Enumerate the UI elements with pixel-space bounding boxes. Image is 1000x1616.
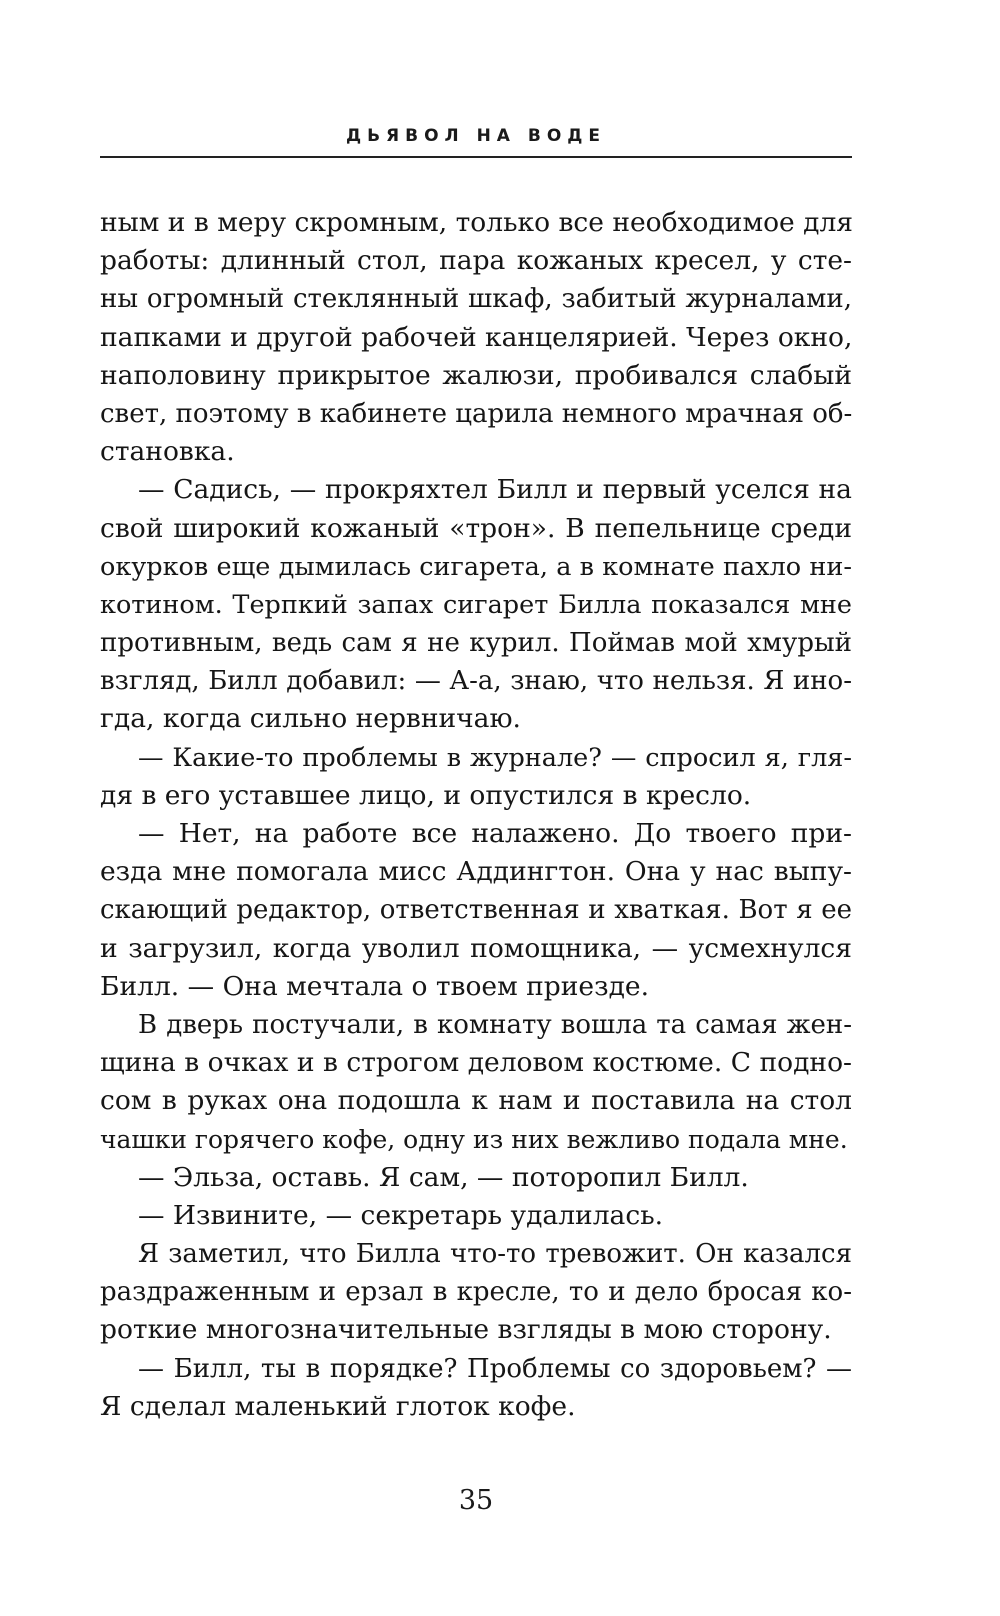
- text-line: дя в его уставшее лицо, и опустился в кресло.: [100, 779, 752, 811]
- text-line: котином. Терпкий запах сигарет Билла показался мне: [100, 589, 852, 620]
- text-line: — Какие-то проблемы в журнале? — спросил я, гля-: [138, 742, 852, 773]
- text-line: — Извините, — секретарь удалилась.: [138, 1199, 664, 1231]
- text-line: ным и в меру скромным, только все необходимое для: [100, 207, 853, 238]
- text-line: папками и другой рабочей канцелярией. Через окно,: [100, 321, 853, 353]
- text-line: сом в руках она подошла к нам и поставила на стол: [100, 1085, 852, 1117]
- text-line: езда мне помогала мисс Аддингтон. Она у нас выпу-: [100, 856, 852, 888]
- text-line: взгляд, Билл добавил: — А-а, знаю, что нельзя. Я ино-: [100, 666, 852, 697]
- text-line: работы: длинный стол, пара кожаных кресел, у сте-: [100, 245, 852, 277]
- text-line: роткие многозначительные взгляды в мою сторону.: [100, 1314, 832, 1346]
- text-line: В дверь постучали, в комнату вошла та самая жен-: [138, 1009, 852, 1040]
- text-line: чашки горячего кофе, одну из них вежливо подала мне.: [100, 1124, 848, 1154]
- text-line: противным, ведь сам я не курил. Поймав мой хмурый: [100, 628, 852, 659]
- text-line: становка.: [100, 436, 235, 468]
- text-line: наполовину прикрытое жалюзи, пробивался слабый: [100, 359, 852, 391]
- text-line: раздраженным и ерзал в кресле, то и дело бросая ко-: [100, 1277, 852, 1308]
- text-line: и загрузил, когда уволил помощника, — усмехнулся: [100, 932, 852, 964]
- text-line: щина в очках и в строгом деловом костюме. С подно-: [100, 1047, 852, 1079]
- page-number: 35: [458, 1485, 494, 1516]
- text-line: свет, поэтому в кабинете царила немного мрачная об-: [100, 398, 853, 429]
- header-rule: [100, 156, 852, 158]
- body-text: [100, 204, 852, 1426]
- text-line: — Садись, — прокряхтел Билл и первый уселся на: [138, 474, 852, 506]
- text-line: окурков еще дымилась сигарета, а в комнате пахло ни-: [100, 551, 852, 582]
- text-line: — Нет, на работе все налажено. До твоего при-: [138, 818, 852, 849]
- text-line: Я заметил, что Билла что-то тревожит. Он казался: [138, 1239, 852, 1270]
- text-line: Билл. — Она мечтала о твоем приезде.: [100, 970, 649, 1002]
- running-head: ДЬЯВОЛ НА ВОДЕ: [345, 126, 607, 146]
- text-line: свой широкий кожаный «трон». В пепельнице среди: [100, 512, 852, 544]
- text-line: — Билл, ты в порядке? Проблемы со здоровьем? —: [138, 1353, 852, 1384]
- text-line: ны огромный стеклянный шкаф, забитый журналами,: [100, 284, 852, 315]
- text-line: скающий редактор, ответственная и хваткая. Вот я ее: [100, 895, 852, 926]
- text-line: гда, когда сильно нервничаю.: [100, 703, 521, 735]
- text-line: — Эльза, оставь. Я сам, — поторопил Билл.: [138, 1161, 749, 1193]
- text-line: Я сделал маленький глоток кофе.: [100, 1390, 576, 1422]
